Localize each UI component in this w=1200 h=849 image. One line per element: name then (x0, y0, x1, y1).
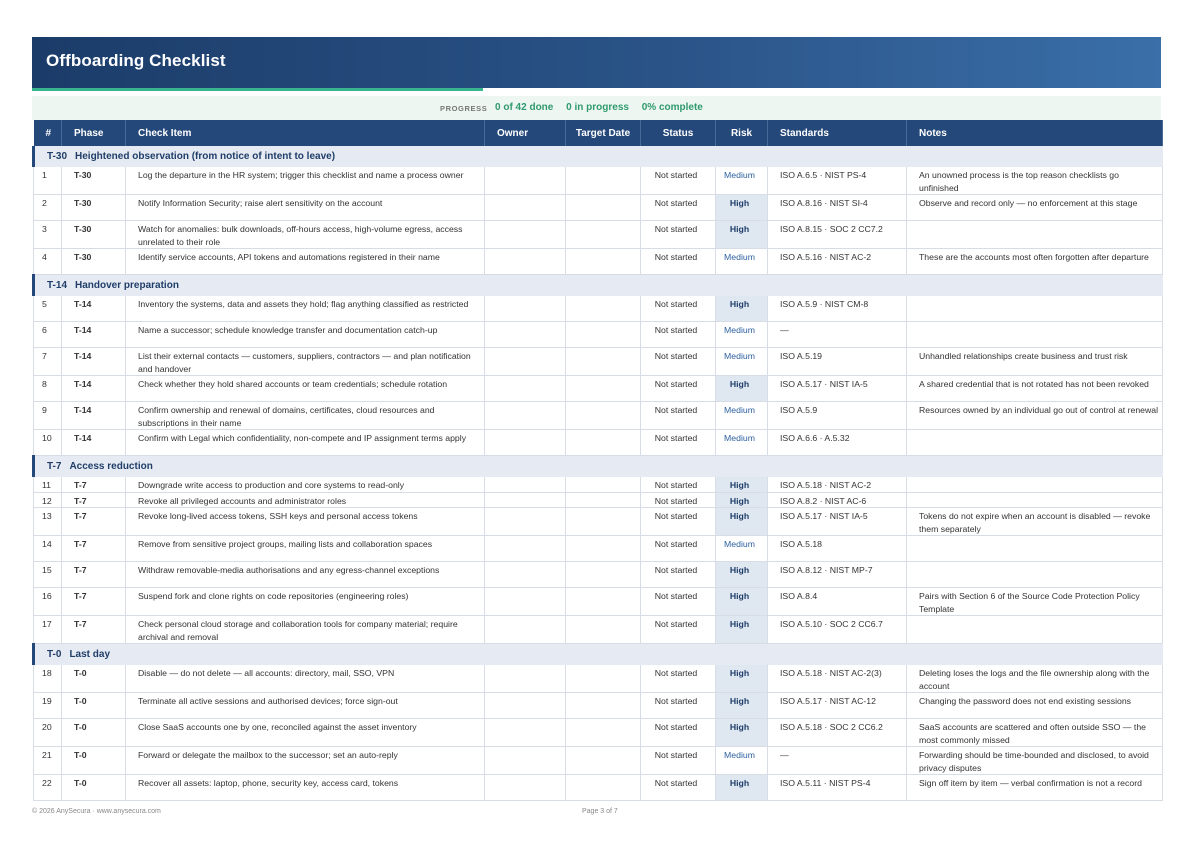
row-status[interactable]: Not started (641, 195, 716, 221)
table-body (34, 146, 1163, 801)
row-owner-cell[interactable] (485, 430, 566, 456)
row-notes: Tokens do not expire when an account is disabled — revoke them separately (907, 508, 1163, 536)
row-standards: ISO A.5.17 · NIST IA-5 (768, 508, 907, 536)
row-number: 11 (34, 477, 62, 492)
row-notes (907, 477, 1163, 492)
row-target-date-cell[interactable] (566, 430, 641, 456)
row-standards: ISO A.5.10 · SOC 2 CC6.7 (768, 616, 907, 644)
row-number: 16 (34, 588, 62, 616)
table-row (34, 747, 1163, 775)
col-header-standards: Standards (768, 120, 907, 146)
phase-header (34, 644, 1163, 666)
row-notes (907, 536, 1163, 562)
row-number: 3 (34, 221, 62, 249)
row-status[interactable]: Not started (641, 492, 716, 508)
row-risk-badge: High (716, 296, 768, 322)
table-row (34, 693, 1163, 719)
row-status[interactable]: Not started (641, 430, 716, 456)
row-owner-cell[interactable] (485, 195, 566, 221)
row-status[interactable]: Not started (641, 665, 716, 693)
row-check-item: Disable — do not delete — all accounts: directory, mail, SSO, VPN (126, 665, 485, 693)
row-owner-cell[interactable] (485, 376, 566, 402)
table-row (34, 536, 1163, 562)
row-status[interactable]: Not started (641, 348, 716, 376)
row-standards: — (768, 747, 907, 775)
row-number: 13 (34, 508, 62, 536)
row-phase: T-7 (62, 492, 126, 508)
row-standards: ISO A.8.2 · NIST AC-6 (768, 492, 907, 508)
row-notes: A shared credential that is not rotated has not been revoked (907, 376, 1163, 402)
row-number: 2 (34, 195, 62, 221)
row-check-item: Log the departure in the HR system; trigger this checklist and name a process owner (126, 167, 485, 195)
row-phase: T-14 (62, 296, 126, 322)
col-header-phase: Phase (62, 120, 126, 146)
row-standards: ISO A.8.4 (768, 588, 907, 616)
col-header-status: Status (641, 120, 716, 146)
row-risk-badge: High (716, 477, 768, 492)
row-target-date-cell[interactable] (566, 322, 641, 348)
phase-title: Heightened observation (from notice of intent to leave) (75, 151, 336, 162)
row-number: 19 (34, 693, 62, 719)
row-standards: ISO A.6.6 · A.5.32 (768, 430, 907, 456)
row-check-item: Terminate all active sessions and authorised devices; force sign-out (126, 693, 485, 719)
table-row (34, 430, 1163, 456)
row-owner-cell[interactable] (485, 249, 566, 275)
row-check-item: Confirm with Legal which confidentiality, non-compete and IP assignment terms apply (126, 430, 485, 456)
row-target-date-cell[interactable] (566, 402, 641, 430)
row-status[interactable]: Not started (641, 536, 716, 562)
row-notes: Sign off item by item — verbal confirmation is not a record (907, 775, 1163, 801)
row-standards: ISO A.8.12 · NIST MP-7 (768, 562, 907, 588)
row-owner-cell[interactable] (485, 747, 566, 775)
table-row (34, 195, 1163, 221)
row-standards: ISO A.5.9 (768, 402, 907, 430)
row-status[interactable]: Not started (641, 296, 716, 322)
table-row (34, 296, 1163, 322)
row-risk-badge: High (716, 693, 768, 719)
row-target-date-cell[interactable] (566, 477, 641, 492)
row-check-item: Remove from sensitive project groups, mailing lists and collaboration spaces (126, 536, 485, 562)
row-phase: T-14 (62, 402, 126, 430)
row-target-date-cell[interactable] (566, 492, 641, 508)
progress-label: PROGRESS (440, 104, 488, 113)
row-status[interactable]: Not started (641, 719, 716, 747)
row-phase: T-0 (62, 665, 126, 693)
row-check-item: Notify Information Security; raise alert sensitivity on the account (126, 195, 485, 221)
row-phase: T-30 (62, 249, 126, 275)
row-status[interactable]: Not started (641, 588, 716, 616)
footer-page-number: Page 3 of 7 (582, 808, 618, 815)
phase-header (34, 275, 1163, 297)
row-risk-badge: Medium (716, 167, 768, 195)
progress-complete: 0% complete (641, 102, 703, 113)
row-owner-cell[interactable] (485, 402, 566, 430)
row-number: 7 (34, 348, 62, 376)
row-target-date-cell[interactable] (566, 376, 641, 402)
row-owner-cell[interactable] (485, 562, 566, 588)
row-notes (907, 562, 1163, 588)
row-check-item: List their external contacts — customers, suppliers, contractors — and plan notification and handover (126, 348, 485, 376)
phase-header (34, 456, 1163, 478)
phase-code: T-14 (47, 280, 68, 291)
row-number: 5 (34, 296, 62, 322)
row-number: 1 (34, 167, 62, 195)
table-row (34, 221, 1163, 249)
row-target-date-cell[interactable] (566, 775, 641, 801)
row-status[interactable]: Not started (641, 693, 716, 719)
row-notes: Resources owned by an individual go out of control at renewal (907, 402, 1163, 430)
row-target-date-cell[interactable] (566, 508, 641, 536)
row-number: 22 (34, 775, 62, 801)
checklist-table (32, 120, 1163, 801)
row-notes: Unhandled relationships create business and trust risk (907, 348, 1163, 376)
row-number: 17 (34, 616, 62, 644)
row-owner-cell[interactable] (485, 665, 566, 693)
row-phase: T-14 (62, 348, 126, 376)
row-check-item: Revoke long-lived access tokens, SSH keys and personal access tokens (126, 508, 485, 536)
row-status[interactable]: Not started (641, 616, 716, 644)
row-target-date-cell[interactable] (566, 562, 641, 588)
row-number: 15 (34, 562, 62, 588)
row-standards: ISO A.5.18 · NIST AC-2 (768, 477, 907, 492)
row-target-date-cell[interactable] (566, 348, 641, 376)
col-header-check-item: Check Item (126, 120, 485, 146)
row-owner-cell[interactable] (485, 221, 566, 249)
phase-header-row (34, 456, 1163, 478)
progress-summary (32, 96, 1161, 120)
row-owner-cell[interactable] (485, 477, 566, 492)
row-owner-cell[interactable] (485, 167, 566, 195)
row-risk-badge: Medium (716, 430, 768, 456)
table-row (34, 588, 1163, 616)
phase-code: T-30 (47, 151, 68, 162)
row-notes (907, 430, 1163, 456)
row-notes (907, 221, 1163, 249)
row-standards: ISO A.5.17 · NIST AC-12 (768, 693, 907, 719)
table-row (34, 322, 1163, 348)
row-phase: T-30 (62, 221, 126, 249)
progress-done: 0 of 42 done (495, 102, 554, 113)
row-phase: T-0 (62, 775, 126, 801)
row-number: 10 (34, 430, 62, 456)
col-header-risk: Risk (716, 120, 768, 146)
row-notes (907, 296, 1163, 322)
phase-header-row (34, 275, 1163, 297)
row-risk-badge: High (716, 508, 768, 536)
row-number: 4 (34, 249, 62, 275)
row-standards: ISO A.5.18 · SOC 2 CC6.2 (768, 719, 907, 747)
progress-in-progress: 0 in progress (566, 102, 629, 113)
row-owner-cell[interactable] (485, 322, 566, 348)
table-row (34, 665, 1163, 693)
table-row (34, 477, 1163, 492)
table-row (34, 508, 1163, 536)
table-row (34, 775, 1163, 801)
row-target-date-cell[interactable] (566, 249, 641, 275)
row-phase: T-30 (62, 195, 126, 221)
row-target-date-cell[interactable] (566, 296, 641, 322)
row-status[interactable]: Not started (641, 376, 716, 402)
row-risk-badge: Medium (716, 747, 768, 775)
row-target-date-cell[interactable] (566, 195, 641, 221)
table-row (34, 719, 1163, 747)
row-risk-badge: High (716, 719, 768, 747)
row-target-date-cell[interactable] (566, 747, 641, 775)
row-notes: An unowned process is the top reason checklists go unfinished (907, 167, 1163, 195)
row-target-date-cell[interactable] (566, 536, 641, 562)
row-number: 18 (34, 665, 62, 693)
row-phase: T-14 (62, 322, 126, 348)
row-risk-badge: Medium (716, 249, 768, 275)
row-standards: ISO A.5.9 · NIST CM-8 (768, 296, 907, 322)
row-check-item: Name a successor; schedule knowledge transfer and documentation catch-up (126, 322, 485, 348)
row-notes: SaaS accounts are scattered and often outside SSO — the most commonly missed (907, 719, 1163, 747)
row-risk-badge: High (716, 195, 768, 221)
row-check-item: Confirm ownership and renewal of domains, certificates, cloud resources and subscriptions in their name (126, 402, 485, 430)
phase-code: T-0 (47, 649, 62, 660)
row-owner-cell[interactable] (485, 348, 566, 376)
row-standards: ISO A.5.17 · NIST IA-5 (768, 376, 907, 402)
row-standards: ISO A.8.15 · SOC 2 CC7.2 (768, 221, 907, 249)
row-status[interactable]: Not started (641, 477, 716, 492)
row-risk-badge: High (716, 376, 768, 402)
row-standards: ISO A.6.5 · NIST PS-4 (768, 167, 907, 195)
row-risk-badge: High (716, 616, 768, 644)
row-owner-cell[interactable] (485, 719, 566, 747)
row-check-item: Identify service accounts, API tokens and automations registered in their name (126, 249, 485, 275)
row-target-date-cell[interactable] (566, 719, 641, 747)
row-notes: Changing the password does not end existing sessions (907, 693, 1163, 719)
phase-header (34, 146, 1163, 167)
row-check-item: Revoke all privileged accounts and administrator roles (126, 492, 485, 508)
col-header-target-date: Target Date (566, 120, 641, 146)
row-notes: Forwarding should be time-bounded and disclosed, to avoid privacy disputes (907, 747, 1163, 775)
row-standards: ISO A.5.19 (768, 348, 907, 376)
row-check-item: Close SaaS accounts one by one, reconciled against the asset inventory (126, 719, 485, 747)
row-target-date-cell[interactable] (566, 167, 641, 195)
table-row (34, 616, 1163, 644)
table-row (34, 348, 1163, 376)
row-notes: Pairs with Section 6 of the Source Code Protection Policy Template (907, 588, 1163, 616)
row-check-item: Watch for anomalies: bulk downloads, off-hours access, high-volume egress, access unrelated to their role (126, 221, 485, 249)
row-number: 9 (34, 402, 62, 430)
row-owner-cell[interactable] (485, 616, 566, 644)
row-phase: T-0 (62, 719, 126, 747)
row-notes: These are the accounts most often forgotten after departure (907, 249, 1163, 275)
row-status[interactable]: Not started (641, 562, 716, 588)
row-standards: ISO A.5.18 · NIST AC-2(3) (768, 665, 907, 693)
title-bar (32, 37, 1161, 88)
row-risk-badge: High (716, 588, 768, 616)
col-header-owner: Owner (485, 120, 566, 146)
row-risk-badge: High (716, 665, 768, 693)
row-check-item: Suspend fork and clone rights on code repositories (engineering roles) (126, 588, 485, 616)
row-owner-cell[interactable] (485, 588, 566, 616)
table-header-row (34, 120, 1163, 146)
col-header-notes: Notes (907, 120, 1163, 146)
table-row (34, 562, 1163, 588)
row-number: 12 (34, 492, 62, 508)
row-standards: ISO A.8.16 · NIST SI-4 (768, 195, 907, 221)
row-standards: ISO A.5.18 (768, 536, 907, 562)
phase-title: Handover preparation (75, 280, 179, 291)
row-notes: Deleting loses the logs and the file ownership along with the account (907, 665, 1163, 693)
row-status[interactable]: Not started (641, 167, 716, 195)
row-standards: ISO A.5.11 · NIST PS-4 (768, 775, 907, 801)
row-check-item: Check whether they hold shared accounts or team credentials; schedule rotation (126, 376, 485, 402)
row-owner-cell[interactable] (485, 492, 566, 508)
row-status[interactable]: Not started (641, 249, 716, 275)
phase-title: Last day (69, 649, 111, 660)
phase-header-row (34, 146, 1163, 167)
row-target-date-cell[interactable] (566, 693, 641, 719)
phase-title: Access reduction (69, 461, 153, 472)
row-check-item: Check personal cloud storage and collaboration tools for company material; require archival and removal (126, 616, 485, 644)
row-target-date-cell[interactable] (566, 588, 641, 616)
row-notes (907, 492, 1163, 508)
row-check-item: Withdraw removable-media authorisations and any egress-channel exceptions (126, 562, 485, 588)
row-phase: T-0 (62, 747, 126, 775)
row-phase: T-30 (62, 167, 126, 195)
row-status[interactable]: Not started (641, 221, 716, 249)
row-owner-cell[interactable] (485, 508, 566, 536)
row-owner-cell[interactable] (485, 536, 566, 562)
table-row (34, 167, 1163, 195)
row-number: 8 (34, 376, 62, 402)
row-risk-badge: High (716, 221, 768, 249)
phase-code: T-7 (47, 461, 62, 472)
row-phase: T-7 (62, 508, 126, 536)
row-number: 14 (34, 536, 62, 562)
row-phase: T-14 (62, 376, 126, 402)
row-standards: ISO A.5.16 · NIST AC-2 (768, 249, 907, 275)
row-phase: T-7 (62, 562, 126, 588)
row-risk-badge: Medium (716, 402, 768, 430)
table-row (34, 249, 1163, 275)
row-phase: T-7 (62, 616, 126, 644)
row-phase: T-7 (62, 477, 126, 492)
row-phase: T-7 (62, 588, 126, 616)
row-risk-badge: Medium (716, 348, 768, 376)
table-row (34, 376, 1163, 402)
row-owner-cell[interactable] (485, 296, 566, 322)
phase-header-row (34, 644, 1163, 666)
row-notes (907, 322, 1163, 348)
row-target-date-cell[interactable] (566, 665, 641, 693)
row-standards: — (768, 322, 907, 348)
footer-copyright: © 2026 AnySecura · www.anysecura.com (32, 808, 161, 815)
row-phase: T-0 (62, 693, 126, 719)
title-accent-line (32, 88, 483, 91)
row-number: 6 (34, 322, 62, 348)
row-number: 21 (34, 747, 62, 775)
row-owner-cell[interactable] (485, 775, 566, 801)
row-risk-badge: High (716, 492, 768, 508)
row-status[interactable]: Not started (641, 747, 716, 775)
row-notes: Observe and record only — no enforcement at this stage (907, 195, 1163, 221)
row-risk-badge: Medium (716, 322, 768, 348)
row-check-item: Recover all assets: laptop, phone, security key, access card, tokens (126, 775, 485, 801)
col-header-number: # (34, 120, 62, 146)
row-number: 20 (34, 719, 62, 747)
row-check-item: Inventory the systems, data and assets they hold; flag anything classified as restricted (126, 296, 485, 322)
checklist-page (32, 37, 1161, 801)
row-check-item: Forward or delegate the mailbox to the successor; set an auto-reply (126, 747, 485, 775)
row-check-item: Downgrade write access to production and core systems to read-only (126, 477, 485, 492)
row-status[interactable]: Not started (641, 322, 716, 348)
row-target-date-cell[interactable] (566, 616, 641, 644)
row-status[interactable]: Not started (641, 402, 716, 430)
page-title: Offboarding Checklist (46, 51, 226, 70)
row-target-date-cell[interactable] (566, 221, 641, 249)
row-status[interactable]: Not started (641, 775, 716, 801)
table-row (34, 492, 1163, 508)
row-phase: T-14 (62, 430, 126, 456)
row-risk-badge: Medium (716, 536, 768, 562)
row-status[interactable]: Not started (641, 508, 716, 536)
row-phase: T-7 (62, 536, 126, 562)
row-risk-badge: High (716, 775, 768, 801)
row-risk-badge: High (716, 562, 768, 588)
row-owner-cell[interactable] (485, 693, 566, 719)
row-notes (907, 616, 1163, 644)
table-row (34, 402, 1163, 430)
